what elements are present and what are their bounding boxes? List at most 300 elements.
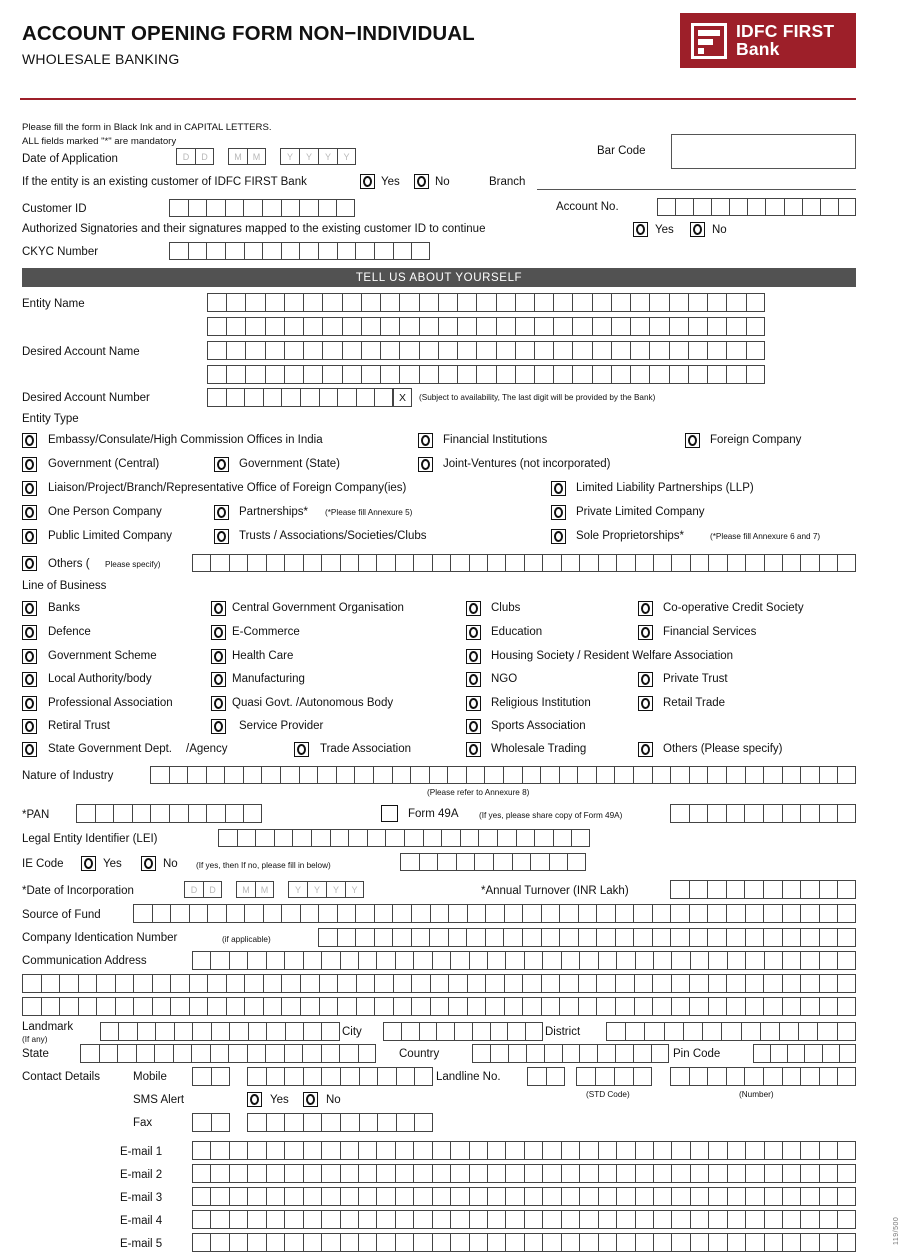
comb-cell[interactable] xyxy=(800,554,818,572)
comb-cell[interactable] xyxy=(553,293,572,312)
comb-cell[interactable] xyxy=(457,365,476,384)
comb-cell[interactable] xyxy=(598,1164,616,1183)
comb-cell[interactable] xyxy=(376,1141,394,1160)
comb-cell[interactable] xyxy=(133,974,152,993)
comb-cell[interactable] xyxy=(689,880,708,899)
comb-cell[interactable] xyxy=(152,974,171,993)
comb-cell[interactable] xyxy=(837,1141,855,1160)
comb-cell[interactable] xyxy=(611,341,630,360)
comb-cell[interactable] xyxy=(376,554,394,572)
comb-cell[interactable] xyxy=(292,829,311,847)
communication-address-row1-input[interactable] xyxy=(192,951,856,970)
comb-cell[interactable] xyxy=(361,317,380,336)
comb-cell[interactable] xyxy=(487,1233,505,1252)
comb-cell[interactable] xyxy=(337,388,356,407)
comb-cell[interactable] xyxy=(355,904,374,923)
comb-cell[interactable] xyxy=(245,365,264,384)
comb-cell[interactable] xyxy=(782,1233,800,1252)
comb-cell[interactable] xyxy=(675,198,693,216)
comb-cell[interactable] xyxy=(438,365,457,384)
comb-cell[interactable] xyxy=(837,974,856,993)
comb-cell[interactable] xyxy=(507,1022,525,1041)
comb-cell[interactable] xyxy=(359,1113,378,1132)
comb-cell[interactable] xyxy=(340,1233,358,1252)
comb-cell[interactable] xyxy=(265,293,284,312)
comb-cell[interactable] xyxy=(561,554,579,572)
comb-cell[interactable] xyxy=(611,317,630,336)
comb-cell[interactable] xyxy=(78,974,97,993)
comb-cell[interactable] xyxy=(321,1044,340,1063)
lob-state-govt-dept-radio[interactable] xyxy=(22,742,37,757)
comb-cell[interactable] xyxy=(432,951,450,970)
comb-cell[interactable] xyxy=(837,951,855,970)
comb-cell[interactable] xyxy=(319,997,338,1016)
ckyc-number-input[interactable] xyxy=(169,242,430,260)
comb-cell[interactable] xyxy=(633,766,652,784)
lob-local-authority-radio[interactable] xyxy=(22,672,37,687)
date-of-incorporation-day-input[interactable] xyxy=(184,881,222,898)
comb-cell[interactable] xyxy=(303,554,321,572)
comb-cell[interactable] xyxy=(299,242,318,260)
comb-cell[interactable] xyxy=(579,1210,597,1229)
comb-cell[interactable] xyxy=(546,1067,565,1086)
comb-cell[interactable] xyxy=(487,554,505,572)
comb-cell[interactable] xyxy=(800,1210,818,1229)
comb-cell[interactable] xyxy=(707,804,726,823)
comb-cell[interactable] xyxy=(266,1067,285,1086)
comb-cell[interactable] xyxy=(541,974,560,993)
comb-cell[interactable] xyxy=(342,317,361,336)
comb-cell[interactable] xyxy=(359,1067,378,1086)
lob-housing-society-radio[interactable] xyxy=(466,649,481,664)
comb-cell[interactable] xyxy=(745,766,764,784)
comb-cell[interactable] xyxy=(150,766,169,784)
comb-cell[interactable] xyxy=(115,997,134,1016)
comb-cell[interactable] xyxy=(356,974,375,993)
comb-cell[interactable] xyxy=(210,951,228,970)
comb-cell[interactable] xyxy=(393,997,412,1016)
comb-cell[interactable] xyxy=(504,997,523,1016)
comb-cell[interactable] xyxy=(633,928,652,947)
comb-cell[interactable] xyxy=(400,853,419,871)
comb-cell[interactable] xyxy=(652,974,671,993)
comb-cell[interactable] xyxy=(466,766,485,784)
comb-cell[interactable] xyxy=(284,293,303,312)
comb-cell[interactable] xyxy=(592,365,611,384)
comb-cell[interactable] xyxy=(284,1187,302,1206)
entity-type-financial-institutions-radio[interactable] xyxy=(418,433,433,448)
entity-type-partnerships-radio[interactable] xyxy=(214,505,229,520)
lob-health-care-radio[interactable] xyxy=(211,649,226,664)
comb-cell[interactable] xyxy=(137,1022,155,1041)
comb-cell[interactable] xyxy=(598,1210,616,1229)
comb-cell[interactable] xyxy=(487,1164,505,1183)
comb-cell[interactable] xyxy=(76,804,95,823)
comb-cell[interactable] xyxy=(784,198,802,216)
comb-cell[interactable] xyxy=(414,1067,433,1086)
comb-cell[interactable] xyxy=(726,317,745,336)
comb-cell[interactable] xyxy=(432,1164,450,1183)
lob-professional-association-radio[interactable] xyxy=(22,696,37,711)
comb-cell[interactable] xyxy=(245,293,264,312)
comb-cell[interactable] xyxy=(745,974,764,993)
comb-cell[interactable] xyxy=(429,928,448,947)
comb-cell[interactable] xyxy=(671,974,690,993)
comb-cell[interactable] xyxy=(496,293,515,312)
comb-cell[interactable] xyxy=(671,1233,689,1252)
comb-cell[interactable] xyxy=(438,293,457,312)
comb-cell[interactable] xyxy=(469,1141,487,1160)
comb-cell[interactable] xyxy=(395,1141,413,1160)
comb-cell[interactable] xyxy=(266,1141,284,1160)
comb-cell[interactable] xyxy=(340,951,358,970)
comb-cell[interactable] xyxy=(299,766,318,784)
comb-cell[interactable] xyxy=(598,951,616,970)
comb-cell[interactable] xyxy=(229,1210,247,1229)
comb-cell[interactable] xyxy=(210,1164,228,1183)
comb-cell[interactable] xyxy=(195,148,214,165)
entity-type-sole-proprietorship-radio[interactable] xyxy=(551,529,566,544)
comb-cell[interactable] xyxy=(266,1164,284,1183)
comb-cell[interactable] xyxy=(336,766,355,784)
comb-cell[interactable] xyxy=(229,1141,247,1160)
country-input[interactable] xyxy=(472,1044,669,1063)
comb-cell[interactable] xyxy=(782,1210,800,1229)
comb-cell[interactable] xyxy=(229,1187,247,1206)
comb-cell[interactable] xyxy=(457,293,476,312)
comb-cell[interactable] xyxy=(561,1187,579,1206)
comb-cell[interactable] xyxy=(414,1113,433,1132)
comb-cell[interactable] xyxy=(450,1187,468,1206)
comb-cell[interactable] xyxy=(596,766,615,784)
email-3-input[interactable] xyxy=(192,1187,856,1206)
comb-cell[interactable] xyxy=(671,1141,689,1160)
comb-cell[interactable] xyxy=(266,1210,284,1229)
comb-cell[interactable] xyxy=(598,1233,616,1252)
comb-cell[interactable] xyxy=(413,951,431,970)
comb-cell[interactable] xyxy=(266,1113,285,1132)
comb-cell[interactable] xyxy=(606,1022,625,1041)
comb-cell[interactable] xyxy=(99,1044,118,1063)
comb-cell[interactable] xyxy=(284,1067,303,1086)
comb-cell[interactable] xyxy=(247,1233,265,1252)
comb-cell[interactable] xyxy=(317,766,336,784)
comb-cell[interactable] xyxy=(763,928,782,947)
comb-cell[interactable] xyxy=(339,1044,358,1063)
comb-cell[interactable] xyxy=(688,293,707,312)
comb-cell[interactable] xyxy=(419,1022,437,1041)
comb-cell[interactable] xyxy=(616,1164,634,1183)
comb-cell[interactable] xyxy=(763,1067,782,1086)
comb-cell[interactable] xyxy=(247,951,265,970)
comb-cell[interactable] xyxy=(395,951,413,970)
comb-cell[interactable] xyxy=(189,997,208,1016)
comb-cell[interactable] xyxy=(472,1044,490,1063)
comb-cell[interactable] xyxy=(745,1233,763,1252)
comb-cell[interactable] xyxy=(395,554,413,572)
comb-cell[interactable] xyxy=(534,317,553,336)
comb-cell[interactable] xyxy=(616,1210,634,1229)
date-of-application-month-input[interactable] xyxy=(228,148,266,165)
comb-cell[interactable] xyxy=(634,974,653,993)
state-input[interactable] xyxy=(80,1044,376,1063)
comb-cell[interactable] xyxy=(243,766,262,784)
district-input[interactable] xyxy=(606,1022,856,1041)
comb-cell[interactable] xyxy=(837,997,856,1016)
comb-cell[interactable] xyxy=(399,317,418,336)
comb-cell[interactable] xyxy=(299,199,318,217)
comb-cell[interactable] xyxy=(255,829,274,847)
comb-cell[interactable] xyxy=(150,804,169,823)
existing-customer-yes-radio[interactable] xyxy=(360,174,375,189)
comb-cell[interactable] xyxy=(438,341,457,360)
comb-cell[interactable] xyxy=(229,1022,247,1041)
comb-cell[interactable] xyxy=(395,1187,413,1206)
comb-cell[interactable] xyxy=(522,766,541,784)
comb-cell[interactable] xyxy=(653,554,671,572)
comb-cell[interactable] xyxy=(787,1044,804,1063)
comb-cell[interactable] xyxy=(611,365,630,384)
comb-cell[interactable] xyxy=(653,951,671,970)
comb-cell[interactable] xyxy=(505,1141,523,1160)
comb-cell[interactable] xyxy=(819,951,837,970)
comb-cell[interactable] xyxy=(524,554,542,572)
comb-cell[interactable] xyxy=(358,1210,376,1229)
lob-government-scheme-radio[interactable] xyxy=(22,649,37,664)
comb-cell[interactable] xyxy=(358,1187,376,1206)
comb-cell[interactable] xyxy=(376,1187,394,1206)
comb-cell[interactable] xyxy=(472,1022,490,1041)
comb-cell[interactable] xyxy=(374,904,393,923)
entity-name-row2-input[interactable] xyxy=(207,317,765,336)
comb-cell[interactable] xyxy=(707,365,726,384)
entity-type-private-limited-radio[interactable] xyxy=(551,505,566,520)
comb-cell[interactable] xyxy=(478,829,497,847)
comb-cell[interactable] xyxy=(265,1044,284,1063)
comb-cell[interactable] xyxy=(244,904,263,923)
comb-cell[interactable] xyxy=(837,804,856,823)
email-1-input[interactable] xyxy=(192,1141,856,1160)
fax-prefix-input[interactable] xyxy=(192,1113,230,1132)
comb-cell[interactable] xyxy=(395,1210,413,1229)
comb-cell[interactable] xyxy=(376,1210,394,1229)
comb-cell[interactable] xyxy=(779,1022,798,1041)
comb-cell[interactable] xyxy=(522,928,541,947)
comb-cell[interactable] xyxy=(671,554,689,572)
comb-cell[interactable] xyxy=(745,554,763,572)
comb-cell[interactable] xyxy=(505,1210,523,1229)
comb-cell[interactable] xyxy=(515,365,534,384)
comb-cell[interactable] xyxy=(596,974,615,993)
comb-cell[interactable] xyxy=(450,1141,468,1160)
comb-cell[interactable] xyxy=(760,1022,779,1041)
comb-cell[interactable] xyxy=(307,881,326,898)
email-2-input[interactable] xyxy=(192,1164,856,1183)
comb-cell[interactable] xyxy=(727,1141,745,1160)
comb-cell[interactable] xyxy=(358,554,376,572)
comb-cell[interactable] xyxy=(169,766,188,784)
comb-cell[interactable] xyxy=(744,804,763,823)
comb-cell[interactable] xyxy=(690,951,708,970)
comb-cell[interactable] xyxy=(615,904,634,923)
comb-cell[interactable] xyxy=(579,1187,597,1206)
comb-cell[interactable] xyxy=(189,904,208,923)
communication-address-row3-input[interactable] xyxy=(22,997,856,1016)
comb-cell[interactable] xyxy=(726,1067,745,1086)
comb-cell[interactable] xyxy=(577,766,596,784)
comb-cell[interactable] xyxy=(376,1164,394,1183)
comb-cell[interactable] xyxy=(708,1164,726,1183)
comb-cell[interactable] xyxy=(614,766,633,784)
comb-cell[interactable] xyxy=(534,829,553,847)
comb-cell[interactable] xyxy=(225,804,244,823)
comb-cell[interactable] xyxy=(837,554,855,572)
comb-cell[interactable] xyxy=(542,1233,560,1252)
comb-cell[interactable] xyxy=(800,1233,818,1252)
comb-cell[interactable] xyxy=(248,1022,266,1041)
comb-cell[interactable] xyxy=(318,904,337,923)
comb-cell[interactable] xyxy=(744,880,763,899)
comb-cell[interactable] xyxy=(559,904,578,923)
comb-cell[interactable] xyxy=(263,388,282,407)
comb-cell[interactable] xyxy=(800,880,819,899)
comb-cell[interactable] xyxy=(340,1210,358,1229)
comb-cell[interactable] xyxy=(474,853,493,871)
comb-cell[interactable] xyxy=(800,1187,818,1206)
comb-cell[interactable] xyxy=(746,365,765,384)
lob-ngo-radio[interactable] xyxy=(466,672,481,687)
comb-cell[interactable] xyxy=(152,997,171,1016)
comb-cell[interactable] xyxy=(207,974,226,993)
comb-cell[interactable] xyxy=(411,904,430,923)
comb-cell[interactable] xyxy=(322,317,341,336)
comb-cell[interactable] xyxy=(800,1067,819,1086)
comb-cell[interactable] xyxy=(380,317,399,336)
comb-cell[interactable] xyxy=(726,365,745,384)
comb-cell[interactable] xyxy=(284,554,302,572)
comb-cell[interactable] xyxy=(652,997,671,1016)
comb-cell[interactable] xyxy=(228,148,247,165)
comb-cell[interactable] xyxy=(266,951,284,970)
comb-cell[interactable] xyxy=(476,341,495,360)
comb-cell[interactable] xyxy=(745,1187,763,1206)
comb-cell[interactable] xyxy=(340,1164,358,1183)
comb-cell[interactable] xyxy=(625,1022,644,1041)
comb-cell[interactable] xyxy=(819,880,838,899)
comb-cell[interactable] xyxy=(782,928,801,947)
comb-cell[interactable] xyxy=(243,199,262,217)
comb-cell[interactable] xyxy=(78,997,97,1016)
comb-cell[interactable] xyxy=(553,365,572,384)
comb-cell[interactable] xyxy=(337,242,356,260)
comb-cell[interactable] xyxy=(553,829,572,847)
comb-cell[interactable] xyxy=(429,766,448,784)
comb-cell[interactable] xyxy=(395,1164,413,1183)
comb-cell[interactable] xyxy=(192,1187,210,1206)
comb-cell[interactable] xyxy=(229,554,247,572)
comb-cell[interactable] xyxy=(169,804,188,823)
comb-cell[interactable] xyxy=(505,1187,523,1206)
comb-cell[interactable] xyxy=(726,997,745,1016)
comb-cell[interactable] xyxy=(764,1187,782,1206)
comb-cell[interactable] xyxy=(337,148,356,165)
comb-cell[interactable] xyxy=(448,904,467,923)
comb-cell[interactable] xyxy=(689,1067,708,1086)
comb-cell[interactable] xyxy=(59,997,78,1016)
comb-cell[interactable] xyxy=(300,388,319,407)
comb-cell[interactable] xyxy=(671,1187,689,1206)
comb-cell[interactable] xyxy=(340,1187,358,1206)
comb-cell[interactable] xyxy=(342,365,361,384)
comb-cell[interactable] xyxy=(721,1022,740,1041)
comb-cell[interactable] xyxy=(448,974,467,993)
landmark-input[interactable] xyxy=(100,1022,340,1041)
comb-cell[interactable] xyxy=(413,1164,431,1183)
comb-cell[interactable] xyxy=(635,1141,653,1160)
branch-input[interactable] xyxy=(537,189,856,190)
comb-cell[interactable] xyxy=(649,341,668,360)
comb-cell[interactable] xyxy=(247,148,266,165)
comb-cell[interactable] xyxy=(561,1233,579,1252)
comb-cell[interactable] xyxy=(450,1164,468,1183)
comb-cell[interactable] xyxy=(432,1210,450,1229)
comb-cell[interactable] xyxy=(837,904,856,923)
comb-cell[interactable] xyxy=(524,1187,542,1206)
comb-cell[interactable] xyxy=(281,199,300,217)
comb-cell[interactable] xyxy=(300,904,319,923)
comb-cell[interactable] xyxy=(652,928,671,947)
comb-cell[interactable] xyxy=(596,904,615,923)
comb-cell[interactable] xyxy=(782,974,801,993)
comb-cell[interactable] xyxy=(649,293,668,312)
comb-cell[interactable] xyxy=(837,1210,855,1229)
comb-cell[interactable] xyxy=(635,554,653,572)
comb-cell[interactable] xyxy=(393,388,412,407)
comb-cell[interactable] xyxy=(567,853,586,871)
comb-cell[interactable] xyxy=(356,388,375,407)
comb-cell[interactable] xyxy=(457,341,476,360)
comb-cell[interactable] xyxy=(726,974,745,993)
comb-cell[interactable] xyxy=(340,1067,359,1086)
lob-ecommerce-radio[interactable] xyxy=(211,625,226,640)
comb-cell[interactable] xyxy=(745,1164,763,1183)
comb-cell[interactable] xyxy=(413,554,431,572)
lob-central-govt-radio[interactable] xyxy=(211,601,226,616)
ie-code-yes-radio[interactable] xyxy=(81,856,96,871)
comb-cell[interactable] xyxy=(817,1022,836,1041)
comb-cell[interactable] xyxy=(561,1164,579,1183)
comb-cell[interactable] xyxy=(559,997,578,1016)
lob-sports-association-radio[interactable] xyxy=(466,719,481,734)
comb-cell[interactable] xyxy=(515,317,534,336)
comb-cell[interactable] xyxy=(559,974,578,993)
comb-cell[interactable] xyxy=(782,1141,800,1160)
comb-cell[interactable] xyxy=(244,997,263,1016)
comb-cell[interactable] xyxy=(229,951,247,970)
comb-cell[interactable] xyxy=(487,951,505,970)
comb-cell[interactable] xyxy=(726,804,745,823)
comb-cell[interactable] xyxy=(432,1233,450,1252)
comb-cell[interactable] xyxy=(802,198,820,216)
comb-cell[interactable] xyxy=(226,904,245,923)
comb-cell[interactable] xyxy=(534,365,553,384)
comb-cell[interactable] xyxy=(490,1044,508,1063)
comb-cell[interactable] xyxy=(399,293,418,312)
comb-cell[interactable] xyxy=(616,951,634,970)
comb-cell[interactable] xyxy=(524,1141,542,1160)
comb-cell[interactable] xyxy=(318,242,337,260)
comb-cell[interactable] xyxy=(263,997,282,1016)
